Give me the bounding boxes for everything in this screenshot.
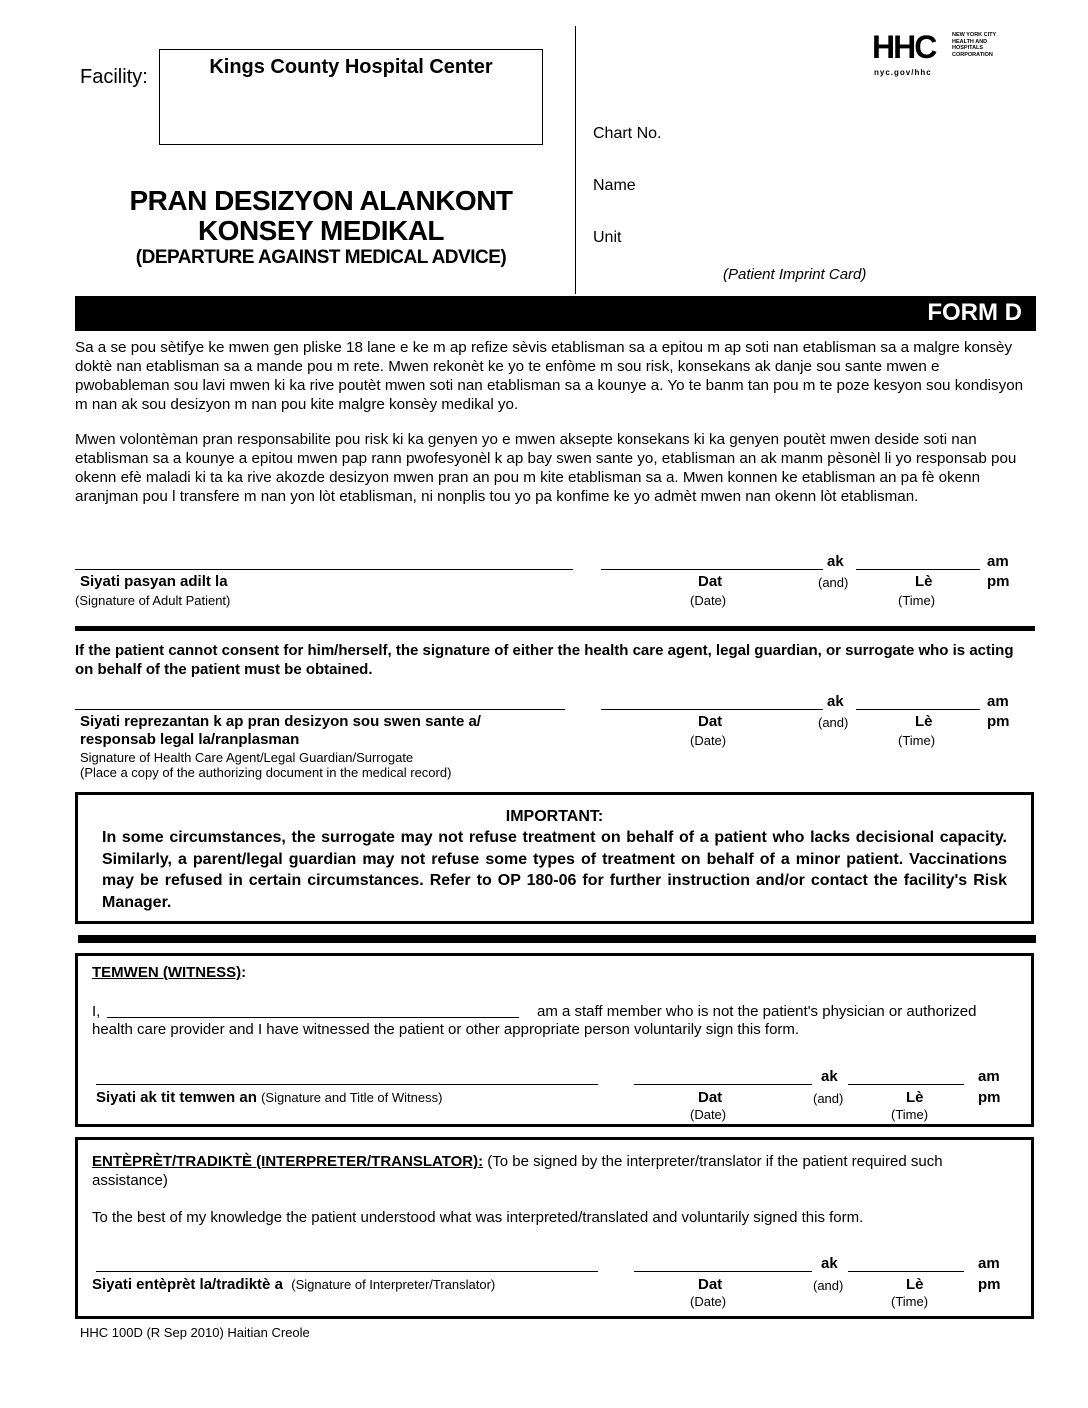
witness-signature-line[interactable] [96, 1084, 598, 1085]
time-sublabel: (Time) [898, 733, 936, 748]
title-line-1: PRAN DESIZYON ALANKONT [129, 185, 513, 216]
time-label: Lè [906, 1276, 924, 1293]
witness-statement-line-2: health care provider and I have witnessed the patient or other appropriate person voluntarily sign this form. [92, 1021, 800, 1038]
witness-i-label: I, [92, 1003, 101, 1020]
am-label: am [978, 1068, 1000, 1085]
title-line-2: KONSEY MEDIKAL [197, 215, 445, 246]
interpreter-date-line[interactable] [634, 1271, 812, 1272]
representative-signature-sublabel: Signature of Health Care Agent/Legal Guardian/Surrogate [80, 750, 414, 765]
date-sublabel: (Date) [690, 733, 727, 748]
header-divider [575, 26, 576, 294]
and-label: ak [827, 693, 844, 710]
imprint-label: (Patient Imprint Card) [723, 266, 867, 283]
date-label: Dat [698, 573, 723, 590]
date-label: Dat [698, 1089, 723, 1106]
and-sublabel: (and) [818, 715, 849, 730]
pm-label: pm [978, 1089, 1001, 1106]
and-label: ak [821, 1068, 838, 1085]
form-label-bar [75, 296, 1036, 331]
form-label: FORM D [927, 299, 1022, 326]
witness-heading: TEMWEN (WITNESS): [92, 964, 247, 981]
representative-time-line[interactable] [856, 709, 980, 710]
and-sublabel: (and) [813, 1091, 844, 1106]
pm-label: pm [987, 713, 1010, 730]
date-label: Dat [698, 1276, 723, 1293]
am-label: am [987, 693, 1009, 710]
interpreter-statement: To the best of my knowledge the patient understood what was interpreted/translated and voluntarily signed this form. [92, 1209, 864, 1226]
time-label: Lè [915, 573, 933, 590]
date-label: Dat [698, 713, 723, 730]
important-body: In some circumstances, the surrogate may not refuse treatment on behalf of a patient who lacks decisional capacity. Similarly, a parent/legal guardian may not refuse some types of treatment on behalf of a minor patient. Vaccinations may be refused in certain circumstances. Refer to OP 180-06 for further instruction and/or contact the facility's Risk Manager. [102, 829, 1007, 911]
section-divider [75, 626, 1035, 631]
important-notice-box [75, 792, 1034, 924]
am-label: am [978, 1255, 1000, 1272]
representative-signature-line[interactable] [75, 709, 565, 710]
date-sublabel: (Date) [690, 593, 727, 608]
unit-label: Unit [593, 229, 622, 246]
and-sublabel: (and) [818, 575, 849, 590]
chart-no-label: Chart No. [593, 125, 662, 142]
and-label: ak [821, 1255, 838, 1272]
facility-name: Kings County Hospital Center [209, 56, 493, 78]
hhc-logo [872, 30, 1022, 80]
time-sublabel: (Time) [891, 1294, 929, 1309]
date-sublabel: (Date) [690, 1294, 727, 1309]
patient-time-line[interactable] [856, 569, 980, 570]
witness-statement: am a staff member who is not the patient's physician or authorized [537, 1003, 977, 1020]
section-divider-thick [78, 935, 1036, 943]
am-label: am [987, 553, 1009, 570]
important-title: IMPORTANT: [505, 808, 604, 825]
and-sublabel: (and) [813, 1278, 844, 1293]
patient-signature-label: Siyati pasyan adilt la [80, 573, 228, 590]
consent-paragraph-1: Sa a se pou sètifye ke mwen gen pliske 18 lane e ke m ap refize sèvis etablisman sa a epitou m ap soti nan etablisman sa a malgre konsèy doktè nan etablisman sa a mande pou m rete. Mwen rekonèt ke yo te enfòme m sou risk, konsekans ak danje sou sante mwen e pwobableman sou lavi mwen ki ka rive poutèt mwen soti nan etablisman sa a kounye a. Yo te banm tan pou m te poze kesyon sou kondisyon m nan ak sou desizyon m nan pou kite malgre konsèy medikal yo. [75, 339, 1024, 413]
representative-signature-label-2: responsab legal la/ranplasman [80, 731, 300, 748]
facility-label: Facility: [80, 66, 148, 88]
hhc-logo-mark: HHC [872, 29, 936, 65]
name-label: Name [593, 177, 636, 194]
witness-time-line[interactable] [848, 1084, 964, 1085]
patient-date-line[interactable] [601, 569, 823, 570]
witness-signature-label: Siyati ak tit temwen an (Signature and Title of Witness) [96, 1089, 443, 1106]
interpreter-heading: ENTÈPRÈT/TRADIKTÈ (INTERPRETER/TRANSLATOR): (To be signed by the interpreter/translator if the patient required such [92, 1153, 943, 1170]
pm-label: pm [978, 1276, 1001, 1293]
time-label: Lè [915, 713, 933, 730]
consent-note: If the patient cannot consent for him/herself, the signature of either the health care agent, legal guardian, or surrogate who is acting on behalf of the patient must be obtained. [75, 642, 1014, 678]
page-title [80, 186, 562, 270]
interpreter-time-line[interactable] [848, 1271, 964, 1272]
hhc-logo-url: nyc.gov/hhc [874, 68, 932, 77]
representative-signature-note: (Place a copy of the authorizing document in the medical record) [80, 765, 452, 780]
date-sublabel: (Date) [690, 1107, 727, 1122]
representative-signature-label: Siyati reprezantan k ap pran desizyon sou swen sante a/ [80, 713, 481, 730]
hhc-logo-text: NEW YORK CITY HEALTH AND HOSPITALS CORPORATION [952, 32, 997, 58]
form-footer: HHC 100D (R Sep 2010) Haitian Creole [80, 1325, 310, 1340]
consent-paragraph-2: Mwen volontèman pran responsabilite pou risk ki ka genyen yo e mwen aksepte konsekans ki ka genyen poutèt mwen deside soti nan etablisman sa a kounye a epitou mwen pap rann pwofesyonèl k ap bay swen sante yo, etablisman an ak manm pèsonèl li yo responsab pou okenn efè maladi ki ta ka rive akozde desizyon mwen pran an pou m kite etablisman sa a. Mwen konnen ke etablisman an pa fè okenn aranjman pou l transfere m nan yon lòt etablisman, ni nonplis tou yo pa konfime ke yo admèt mwen nan okenn lòt etablisman. [75, 431, 1017, 505]
time-sublabel: (Time) [891, 1107, 929, 1122]
interpreter-signature-line[interactable] [96, 1271, 598, 1272]
facility-box [159, 49, 543, 145]
time-sublabel: (Time) [898, 593, 936, 608]
patient-signature-line[interactable] [75, 569, 573, 570]
patient-signature-sublabel: (Signature of Adult Patient) [75, 593, 231, 608]
time-label: Lè [906, 1089, 924, 1106]
witness-name-line[interactable] [107, 1017, 519, 1018]
interpreter-signature-label: Siyati entèprèt la/tradiktè a (Signature of Interpreter/Translator) [92, 1276, 496, 1293]
interpreter-note: assistance) [92, 1172, 168, 1189]
title-line-3: (DEPARTURE AGAINST MEDICAL ADVICE) [135, 247, 507, 268]
witness-date-line[interactable] [634, 1084, 812, 1085]
and-label: ak [827, 553, 844, 570]
pm-label: pm [987, 573, 1010, 590]
representative-date-line[interactable] [601, 709, 823, 710]
